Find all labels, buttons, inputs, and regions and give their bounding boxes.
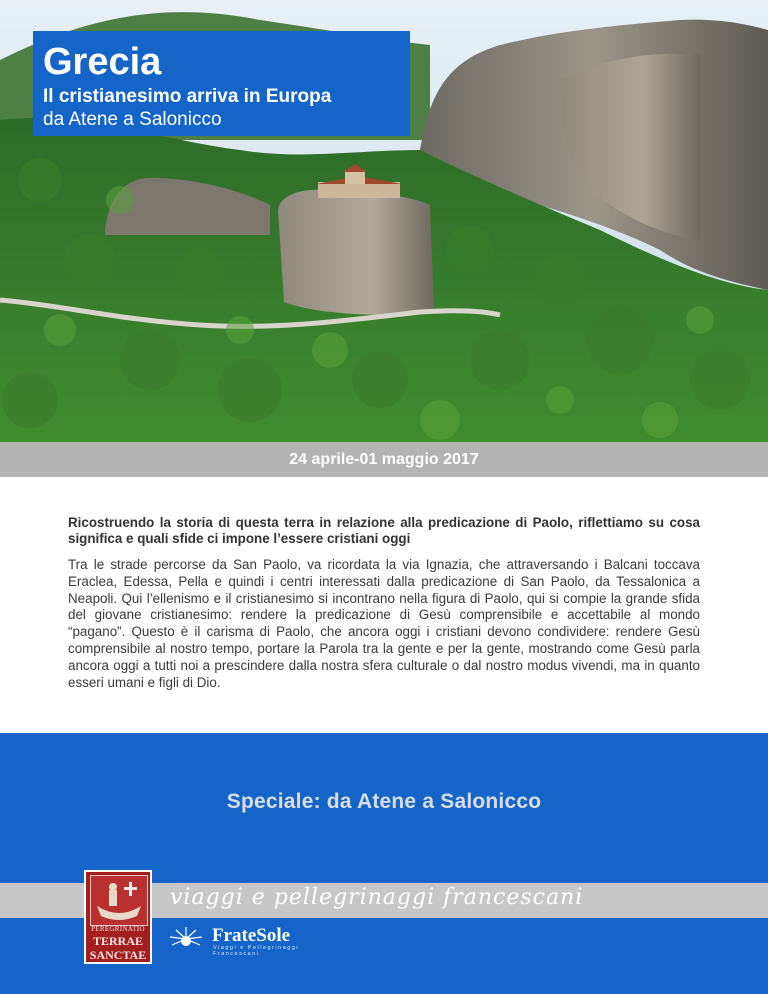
brand-name: FrateSole bbox=[212, 925, 291, 946]
route-text: da Atene a Salonicco bbox=[43, 109, 222, 130]
hero-image bbox=[0, 0, 768, 442]
body-paragraph: Tra le strade percorse da San Paolo, va ricordata la via Ignazia, che attraversando i Balcani toccava Eraclea, Edessa, Pella e quindi i centri interessati dalla predicazione di San Paolo, da Tessalonica a Neapoli. Qui l’ellenismo e il cristianesimo si incontrano nella figura di Paolo, qui si compie la grande sfida del giovane cristianesimo: rendere la predicazione di Gesù comprensibile e accettabile al mondo “pagano”. Questo è il carisma di Paolo, che ancora oggi i cristiani devono condividere: rendere Gesù comprensibile al nostro tempo, portare la Parola tra la gente e per la gente, mostrando come Gesù parla ancora oggi a tutti noi a prescindere dalla nostra sfera culturale o dal nostro modus vivendi, ma in quanto esseri umani e figli di Dio. bbox=[68, 557, 700, 690]
special-heading: Speciale: da Atene a Salonicco bbox=[226, 790, 542, 813]
seal-emblem-icon bbox=[90, 875, 148, 926]
seal-text-2: TERRAE bbox=[92, 934, 143, 948]
peregrinatio-logo bbox=[84, 870, 152, 964]
trip-dates: 24 aprile-01 maggio 2017 bbox=[289, 451, 479, 468]
page-subtitle: Il cristianesimo arriva in Europa bbox=[43, 86, 332, 107]
page-title: Grecia bbox=[43, 41, 162, 83]
brand-subtitle: Viaggi e Pellegrinaggi Francescani bbox=[213, 945, 300, 957]
seal-text-1: PEREGRINATIO bbox=[91, 925, 145, 933]
intro-paragraph: Ricostruendo la storia di questa terra in relazione alla predicazione di Paolo, riflettiamo su cosa significa e quali sfide ci impone l’essere cristiani oggi bbox=[68, 515, 700, 546]
fratesole-logo bbox=[164, 925, 324, 955]
date-bar bbox=[0, 442, 768, 477]
sun-icon bbox=[164, 925, 208, 953]
title-box bbox=[33, 31, 410, 136]
seal-text-3: SANCTAE bbox=[89, 948, 147, 962]
tagline-text: viaggi e pellegrinaggi francescani bbox=[170, 885, 584, 910]
